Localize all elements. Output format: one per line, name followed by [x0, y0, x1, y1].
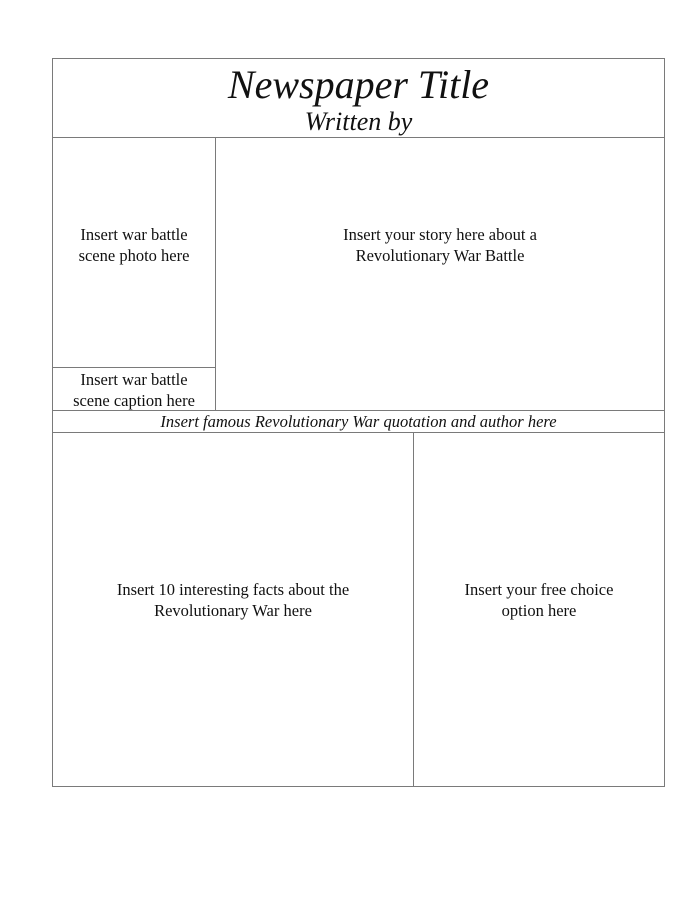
- photo-placeholder-line-1: Insert war battle: [80, 225, 188, 244]
- photo-placeholder-line-2: scene photo here: [78, 246, 190, 265]
- story-placeholder-line-1: Insert your story here about a: [343, 225, 537, 244]
- newspaper-template-frame: [52, 58, 665, 787]
- facts-placeholder-text: [53, 579, 413, 621]
- byline: Written by: [304, 107, 413, 136]
- facts-placeholder-line-2: Revolutionary War here: [154, 601, 312, 620]
- photo-placeholder-text: [53, 224, 215, 266]
- story-placeholder-text: [216, 224, 664, 266]
- caption-placeholder-text: [53, 369, 215, 411]
- newspaper-title: Newspaper Title: [227, 62, 490, 107]
- quotation-bar: [53, 410, 664, 433]
- caption-placeholder-box: [53, 368, 216, 411]
- facts-placeholder-line-1: Insert 10 interesting facts about the: [116, 580, 350, 599]
- free-choice-placeholder-text: [414, 579, 664, 621]
- free-choice-placeholder-line-1: Insert your free choice: [464, 580, 614, 599]
- story-placeholder-line-2: Revolutionary War Battle: [355, 246, 525, 265]
- free-choice-placeholder-line-2: option here: [501, 601, 577, 620]
- quotation-placeholder-text: Insert famous Revolutionary War quotation and author here: [160, 412, 557, 431]
- caption-placeholder-line-2: scene caption here: [73, 391, 195, 410]
- free-choice-placeholder-box: [414, 432, 664, 786]
- photo-placeholder-box: [53, 138, 216, 368]
- story-placeholder-box: [216, 138, 664, 411]
- masthead: [53, 59, 664, 138]
- caption-placeholder-line-1: Insert war battle: [80, 370, 188, 389]
- facts-placeholder-box: [53, 432, 414, 786]
